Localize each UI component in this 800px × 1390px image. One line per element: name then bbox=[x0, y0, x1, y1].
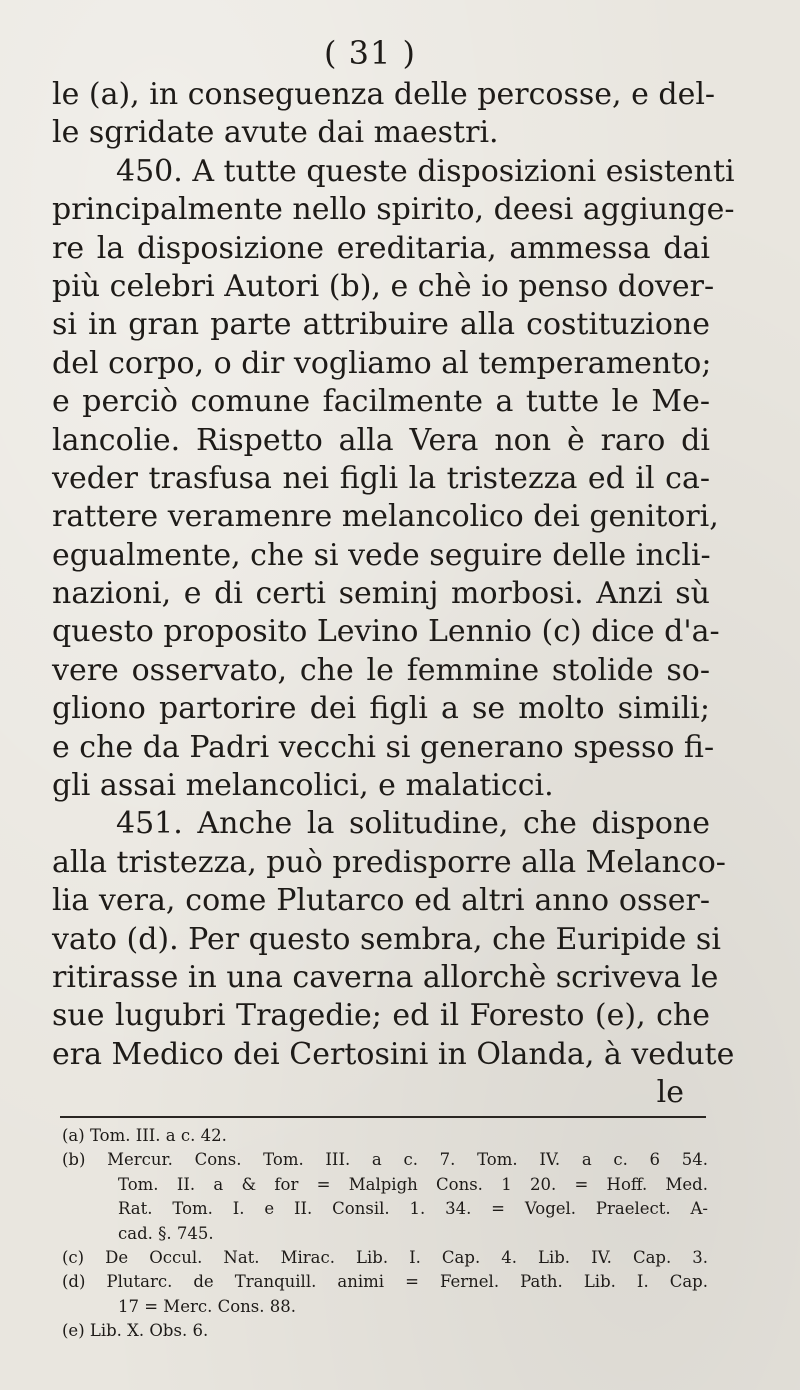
footnote-line: Rat. Tom. I. e II. Consil. 1. 34. = Vogel. Praelect. A- bbox=[118, 1199, 708, 1219]
footnote-line: (b) Mercur. Cons. Tom. III. a c. 7. Tom. IV. a c. 6 54. bbox=[62, 1150, 708, 1170]
footnote-line: (d) Plutarc. de Tranquill. animi = Fernel. Path. Lib. I. Cap. bbox=[62, 1272, 708, 1292]
text-line: vato (d). Per questo sembra, che Euripide si bbox=[52, 921, 721, 957]
text-line: re la disposizione ereditaria, ammessa dai bbox=[52, 230, 710, 266]
text-line: si in gran parte attribuire alla costituzione bbox=[52, 307, 710, 343]
text-line: egualmente, che si vede seguire delle incli- bbox=[52, 537, 711, 573]
footnote-line: (a) Tom. III. a c. 42. bbox=[62, 1126, 227, 1145]
footnote-rule bbox=[60, 1116, 706, 1118]
text-line: le (a), in conseguenza delle percosse, e del- bbox=[52, 77, 716, 112]
text-line: rattere veramenre melancolico dei genitori, bbox=[52, 499, 719, 535]
footnotes bbox=[62, 1124, 708, 1344]
text-line: questo proposito Levino Lennio (c) dice d'a- bbox=[52, 614, 720, 650]
text-line: lancolie. Rispetto alla Vera non è raro di bbox=[52, 422, 710, 458]
text-line: gli assai melancolici, e malaticci. bbox=[52, 768, 554, 804]
footnote-line: 17 = Merc. Cons. 88. bbox=[118, 1296, 296, 1316]
footnote-line: Tom. II. a & for = Malpigh Cons. 1 20. = Hoff. Med. bbox=[118, 1174, 708, 1194]
text-line: più celebri Autori (b), e chè io penso dover- bbox=[52, 268, 715, 304]
text-line: sue lugubri Tragedie; ed il Foresto (e), che bbox=[52, 998, 710, 1034]
text-line: nazioni, e di certi seminj morbosi. Anzi sù bbox=[52, 576, 710, 612]
page-number: ( 31 ) bbox=[323, 34, 417, 72]
text-line: le sgridate avute dai maestri. bbox=[52, 115, 499, 151]
catchword: le bbox=[656, 1075, 684, 1111]
text-line: principalmente nello spirito, deesi aggiunge- bbox=[52, 192, 735, 228]
text-line: gliono partorire dei figli a se molto simili; bbox=[52, 691, 710, 727]
text-line: del corpo, o dir vogliamo al temperamento; bbox=[52, 345, 712, 381]
footnote-line: (e) Lib. X. Obs. 6. bbox=[62, 1321, 209, 1341]
body-text bbox=[52, 76, 735, 1113]
footnote-line: (c) De Occul. Nat. Mirac. Lib. I. Cap. 4. Lib. IV. Cap. 3. bbox=[62, 1247, 708, 1267]
text-line: e perciò comune facilmente a tutte le Me- bbox=[52, 384, 710, 420]
text-line: 451. Anche la solitudine, che dispone bbox=[116, 806, 710, 842]
text-line: era Medico dei Certosini in Olanda, à vedute bbox=[52, 1036, 735, 1072]
text-line: 450. A tutte queste disposizioni esistenti bbox=[116, 153, 735, 189]
footnote-line: cad. §. 745. bbox=[118, 1223, 214, 1243]
text-line: veder trasfusa nei figli la tristezza ed il ca- bbox=[52, 460, 710, 496]
text-line: vere osservato, che le femmine stolide so- bbox=[52, 652, 710, 688]
text-line: ritirasse in una caverna allorchè scriveva le bbox=[52, 959, 719, 995]
text-line: lia vera, come Plutarco ed altri anno osser- bbox=[52, 883, 710, 919]
text-line: e che da Padri vecchi si generano spesso fi- bbox=[52, 729, 715, 765]
text-line: alla tristezza, può predisporre alla Melanco- bbox=[52, 844, 726, 880]
